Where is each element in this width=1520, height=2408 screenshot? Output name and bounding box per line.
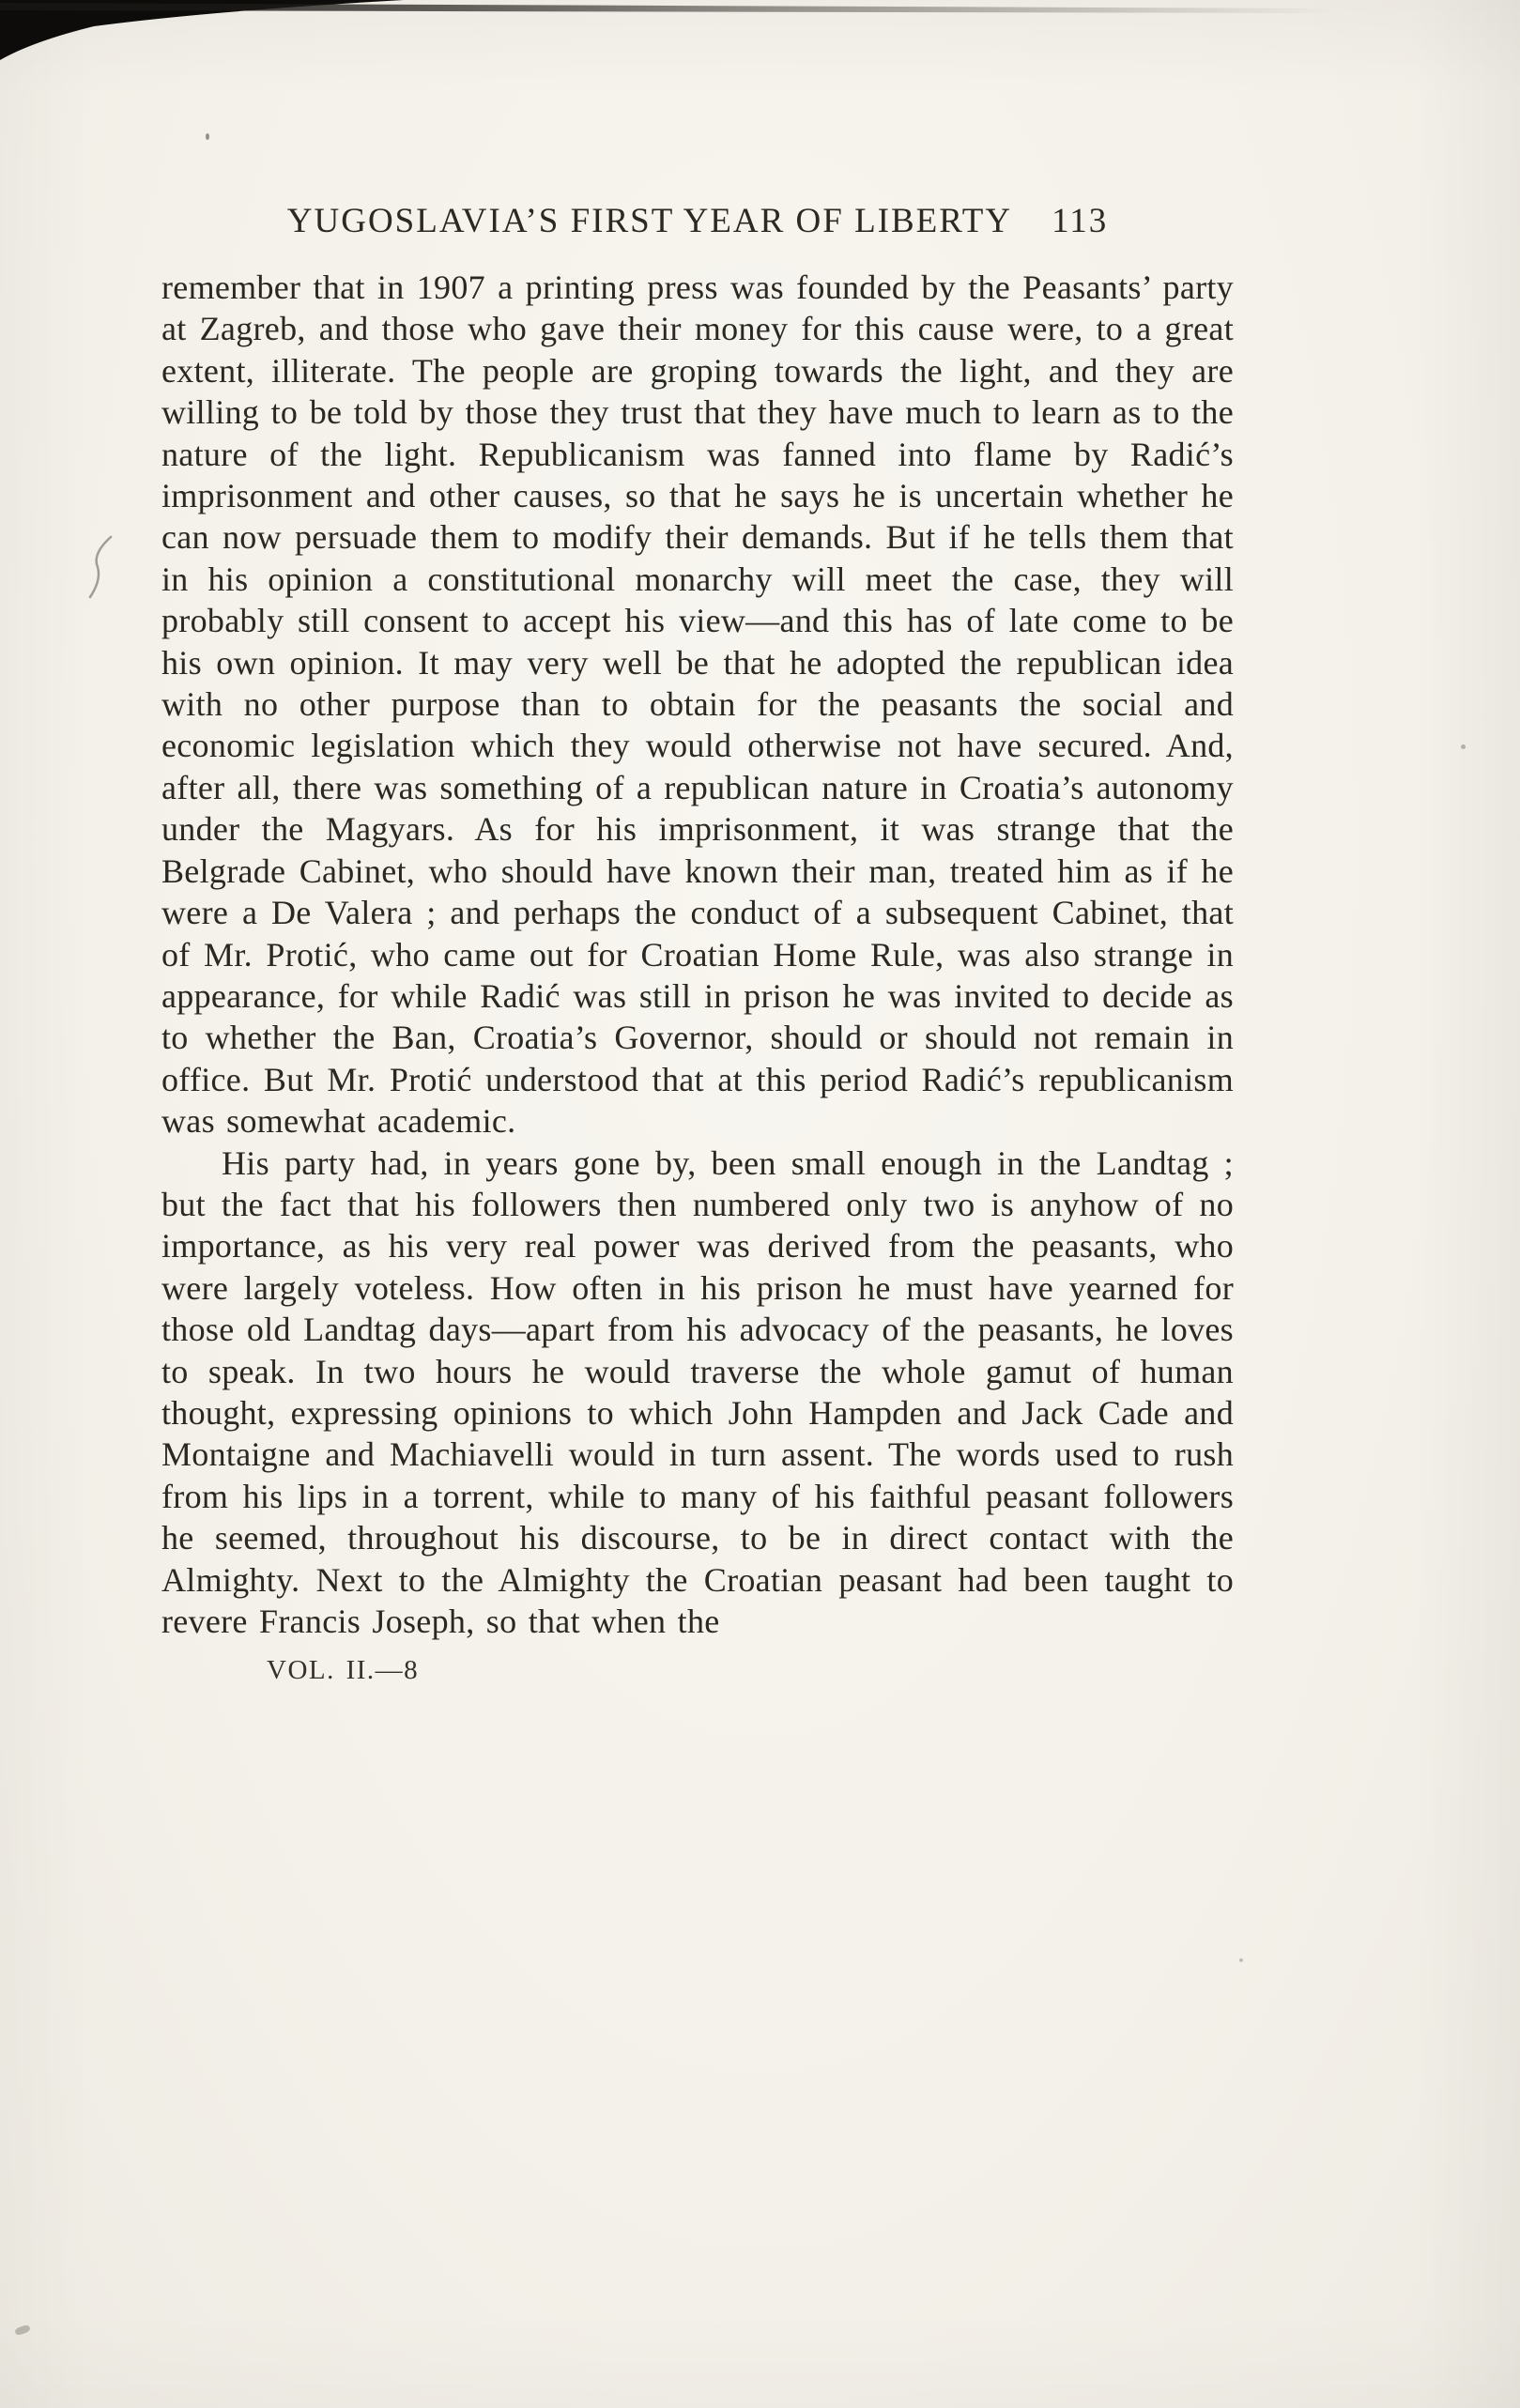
page-number: 113 — [1052, 202, 1109, 240]
paragraph-continuation: remember that in 1907 a printing press was founded by the Peasants’ party at Zagreb, and those who gave their money for this cause were, to a great extent, illiterate. The people are groping towards the light, and they are willing to be told by those they trust that they have much to learn as to the nature of the light. Republicanism was fanned into flame by Radić’s imprisonment and other causes, so that he says he is uncertain whether he can now persuade them to modify their demands. But if he tells them that in his opinion a constitutional monarchy will meet the case, they will probably still consent to accept his view—and this has of late come to be his own opinion. It may very well be that he adopted the republican idea with no other purpose than to obtain for the peasants the social and economic legislation which they would otherwise not have secured. And, after all, there was something of a republican nature in Croatia’s autonomy under the Magyars. As for his imprisonment, it was strange that the Belgrade Cabinet, who should have known their man, treated him as if he were a De Valera ; and perhaps the conduct of a subsequent Cabinet, that of Mr. Protić, who came out for Croatian Home Rule, was also strange in appearance, for while Radić was still in prison he was invited to decide as to whether the Ban, Croatia’s Governor, should or should not remain in office. But Mr. Protić understood that at this period Radić’s republicanism was somewhat academic. — [161, 268, 1234, 1141]
paragraph: His party had, in years gone by, been small enough in the Landtag ; but the fact that his followers then numbered only two is anyhow of no importance, as his very real power was derived from the peasants, who were largely voteless. How often in his prison he must have yearned for those old Landtag days—apart from his advocacy of the peasants, he loves to speak. In two hours he would traverse the whole gamut of human thought, expressing opinions to which John Hampden and Jack Cade and Montaigne and Machiavelli would in turn assent. The words used to rush from his lips in a torrent, while to many of his faithful peasant followers he seemed, throughout his discourse, to be in direct contact with the Almighty. Next to the Almighty the Croatian peasant had been taught to revere Francis Joseph, so that when the — [161, 1143, 1234, 1640]
margin-pencil-mark — [81, 533, 122, 603]
ink-speck — [206, 133, 209, 140]
page-body — [161, 267, 1234, 1692]
volume-signature: VOL. II.—8 — [267, 1655, 420, 1686]
ink-speck — [1239, 1958, 1243, 1962]
page-header — [161, 201, 1234, 241]
ink-speck — [1461, 744, 1466, 749]
ink-speck — [14, 2324, 31, 2337]
scan-edge-artifact — [0, 0, 1520, 75]
running-title: YUGOSLAVIA’S FIRST YEAR OF LIBERTY — [286, 202, 1013, 240]
